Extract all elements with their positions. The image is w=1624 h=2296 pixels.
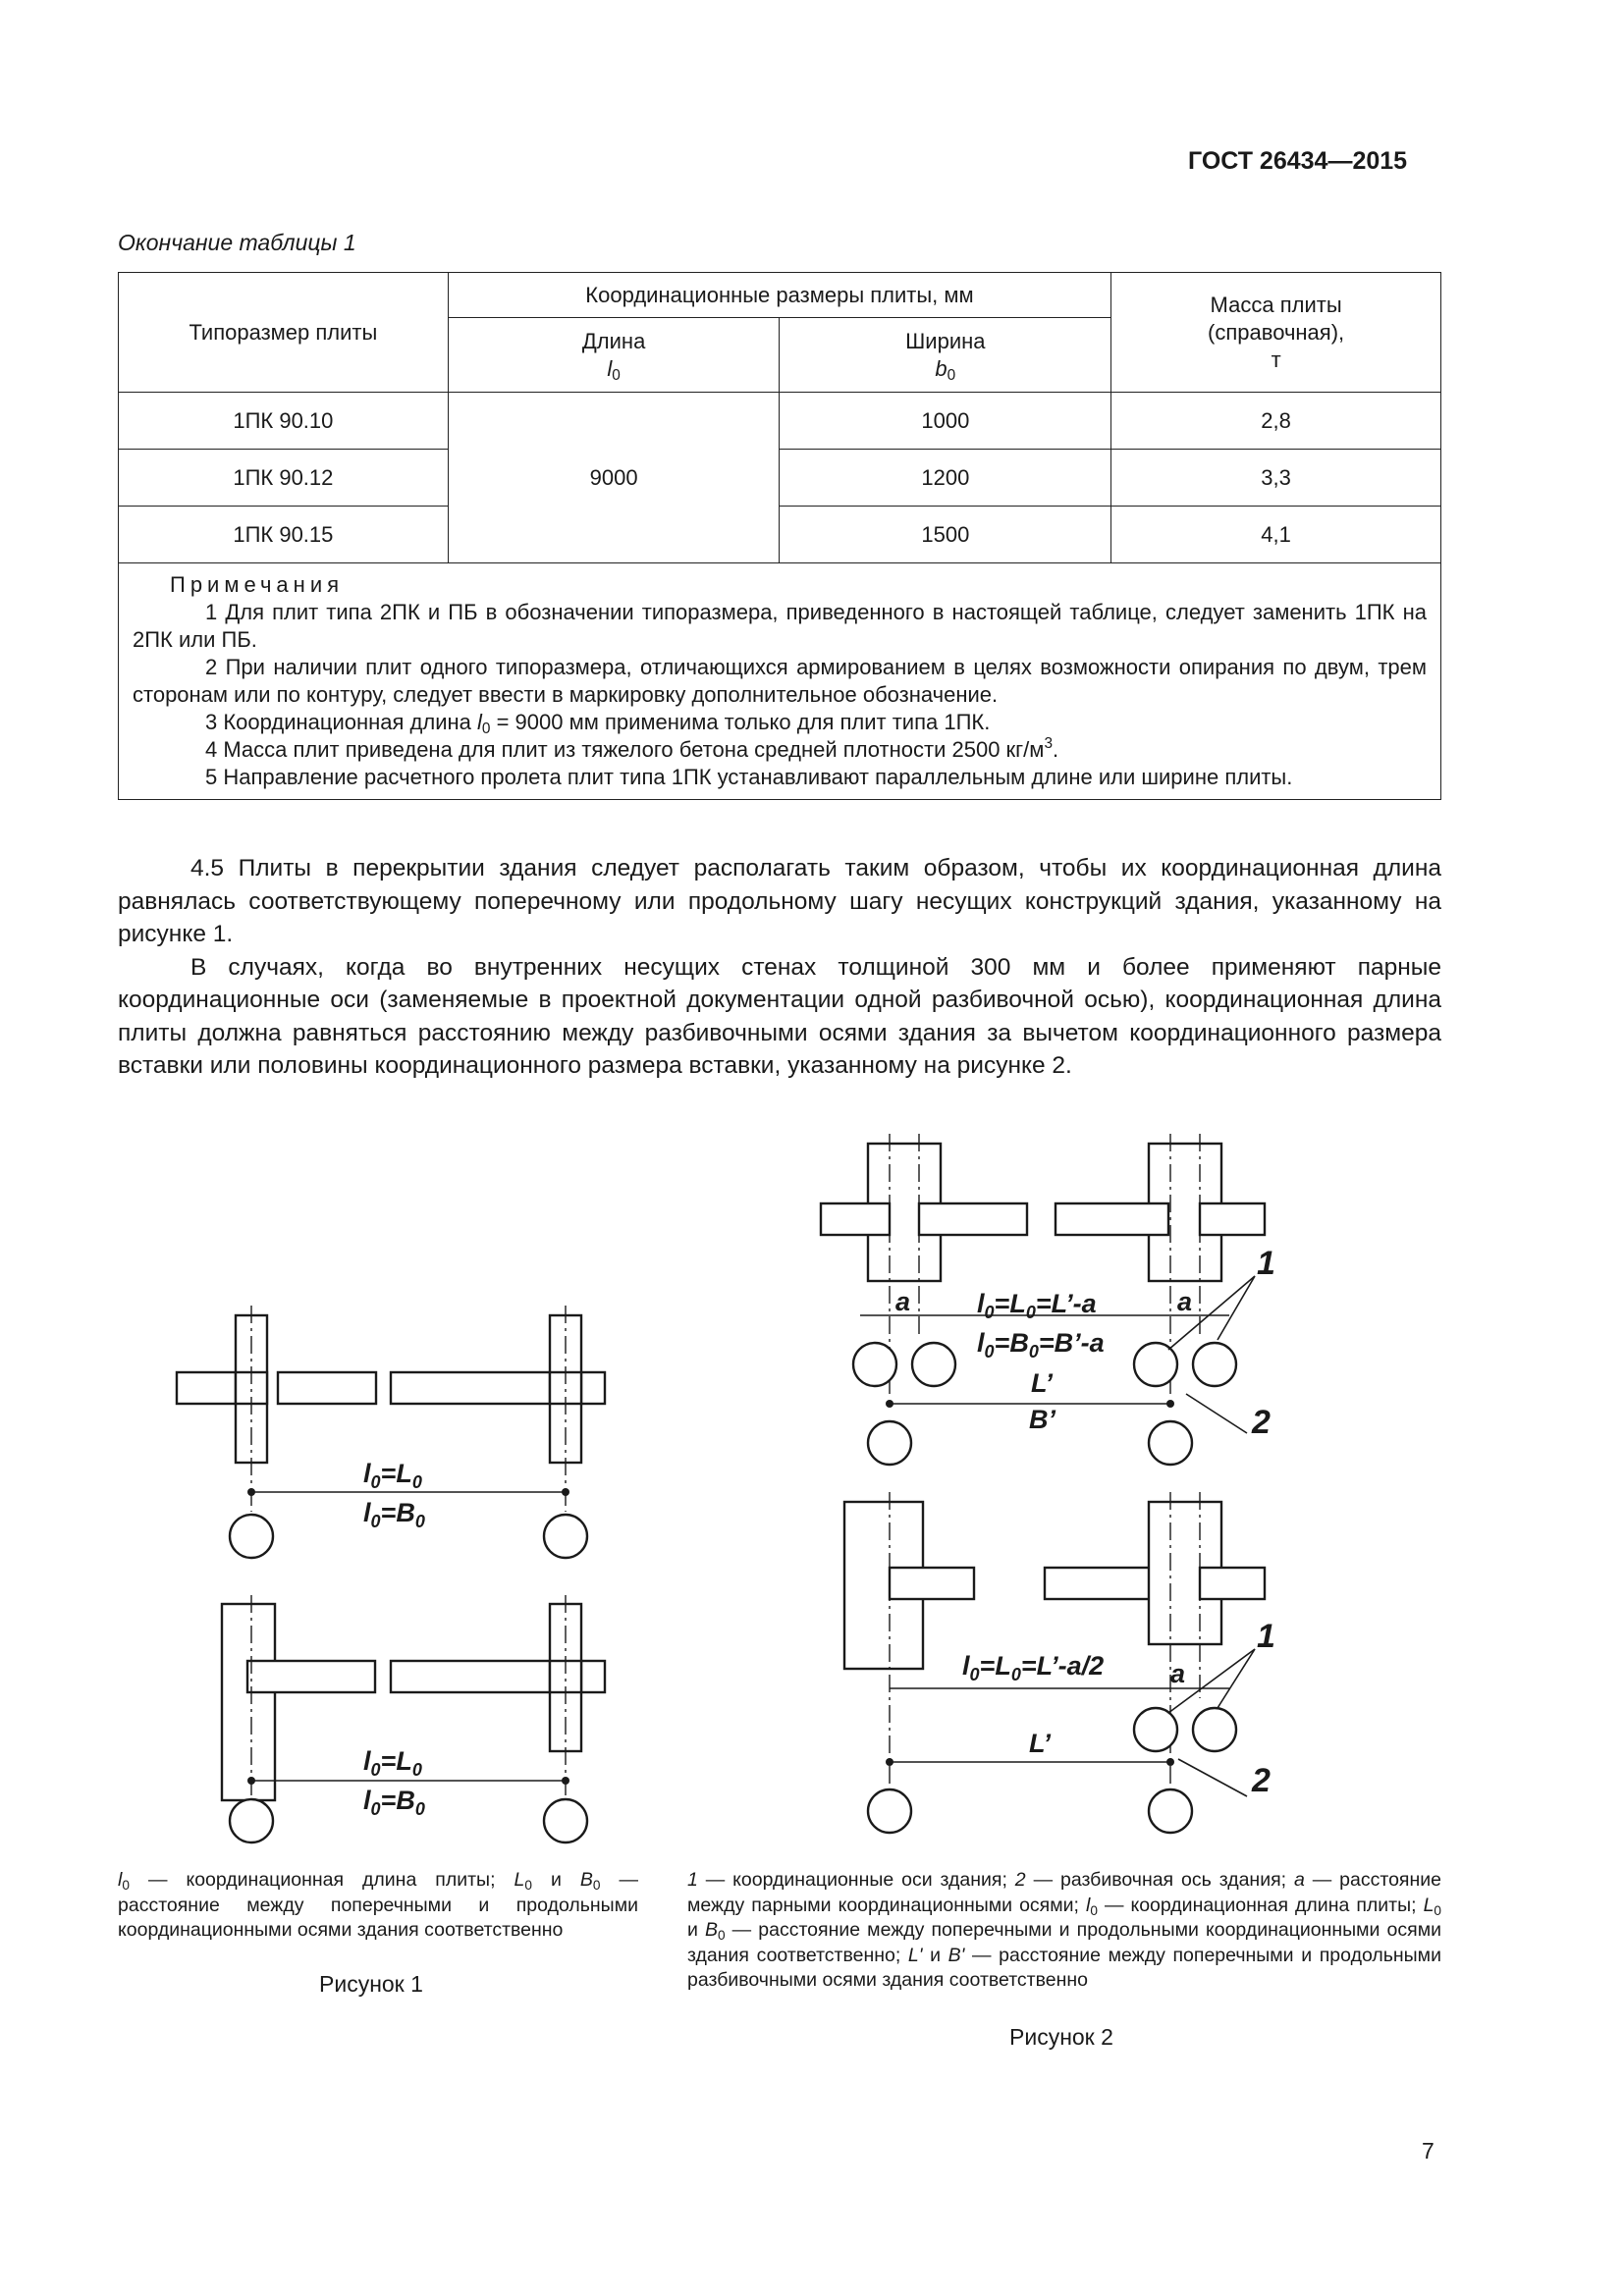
fig2-top-label-Lp: L’ (1031, 1368, 1053, 1398)
cell-type: 1ПК 90.12 (119, 450, 449, 507)
fig2-bottom-callout-1: 1 (1257, 1618, 1275, 1655)
fig2-bottom-label-Lp: L’ (1029, 1729, 1051, 1758)
fig1-top-label-l0-L0: $l_0=L_0$ (363, 1459, 422, 1492)
page-number: 7 (1422, 2138, 1435, 2163)
note-5: 5 Направление расчетного пролета плит типа 1ПК устанавливают параллельным длине или ширине плиты. (205, 765, 1293, 789)
fig2-bottom-callout-2: 2 (1252, 1762, 1271, 1799)
figure-2-caption: 1 — координационные оси здания; 2 — разбивочная ось здания; a — расстояние между парными координационными осями; $l_0$ — координационная длина плиты; $L_0$ и $B_0$ — расстояние между поперечными и продольными координационными осями здания соответственно; L' и B' — расстояние между поперечными и продольными разбивочными осями здания соответственно (687, 1869, 1442, 1991)
fig2-top-label-Bp: B’ (1029, 1405, 1056, 1434)
document-code: ГОСТ 26434—2015 (1188, 147, 1408, 175)
fig2-top-label-a-right: a (1177, 1287, 1193, 1316)
table-continuation-label: Окончание таблицы 1 (118, 230, 356, 255)
header-width-symbol: $b_0$ (935, 355, 956, 384)
cell-width: 1200 (780, 450, 1111, 507)
fig2-top-callout-2: 2 (1252, 1404, 1271, 1441)
header-mass-line3: т (1271, 347, 1281, 372)
cell-mass: 3,3 (1111, 450, 1441, 507)
figure-1-title: Рисунок 1 (319, 1971, 423, 1997)
cell-width: 1000 (780, 393, 1111, 450)
cell-mass: 4,1 (1111, 507, 1441, 563)
cell-type: 1ПК 90.15 (119, 507, 449, 563)
fig2-top-label-a-left: a (895, 1287, 911, 1316)
header-typesize: Типоразмер плиты (119, 273, 449, 393)
header-mass-line2: (справочная), (1208, 319, 1345, 345)
fig2-top-callout-1: 1 (1257, 1245, 1275, 1282)
paragraph-paired-axes: В случаях, когда во внутренних несущих стенах толщиной 300 мм и более применяют парные координационные оси (заменяемые в проектной документации одной разбивочной осью), координационная длина плиты должна равняться расстоянию между разбивочными осями здания за вычетом координационного размера вставки или половины координационного размера вставки, указанному на рисунке 2. (118, 953, 1441, 1079)
notes-title: Примечания (170, 572, 345, 597)
fig2-bottom-label-l0: $l_0=L_0=L’-a/2$ (962, 1651, 1105, 1684)
figure-1-caption: $l_0$ — координационная длина плиты; $L_0$ и $B_0$ — расстояние между поперечными и продольными координационными осями здания соответственно (118, 1869, 639, 1941)
fig2-bottom-label-a: a (1170, 1659, 1186, 1688)
cell-type: 1ПК 90.10 (119, 393, 449, 450)
paragraph-4-5: 4.5 Плиты в перекрытии здания следует располагать таким образом, чтобы их координационная длина равнялась соответствующему поперечному или продольному шагу несущих конструкций здания, указанному на рисунке 1. (118, 855, 1441, 947)
header-length-symbol: $l_0$ (607, 355, 621, 384)
note-1: 1 Для плит типа 2ПК и ПБ в обозначении типоразмера, приведенного в настоящей таблице, следует заменить 1ПК на 2ПК или ПБ. (133, 600, 1427, 652)
fig1-bottom-label-l0-L0: $l_0=L_0$ (363, 1746, 422, 1780)
header-length-label: Длина (581, 328, 646, 353)
note-4: 4 Масса плит приведена для плит из тяжелого бетона средней плотности 2500 $кг/м^3$. (205, 735, 1059, 762)
figure-2-title: Рисунок 2 (1009, 2024, 1113, 2050)
fig2-top-label-l0-B: $l_0=B_0=B’-a$ (977, 1328, 1105, 1362)
cell-length: 9000 (448, 393, 780, 563)
header-coord-sizes: Координационные размеры плиты, мм (448, 273, 1110, 318)
note-2: 2 При наличии плит одного типоразмера, отличающихся армированием в целях возможности опирания по двум, трем сторонам или по контуру, следует ввести в маркировку дополнительное обозначение. (133, 655, 1427, 707)
header-mass-line1: Масса плиты (1210, 292, 1342, 317)
fig1-bottom-label-l0-B0: $l_0=B_0$ (363, 1786, 425, 1819)
cell-width: 1500 (780, 507, 1111, 563)
fig1-top-label-l0-B0: $l_0=B_0$ (363, 1498, 425, 1531)
note-3: 3 Координационная длина $l_0 = 9000$ мм применима только для плит типа 1ПК. (205, 710, 991, 737)
cell-mass: 2,8 (1111, 393, 1441, 450)
fig2-top-label-l0-L: $l_0=L_0=L’-a$ (977, 1289, 1097, 1322)
header-width-label: Ширина (905, 328, 986, 353)
